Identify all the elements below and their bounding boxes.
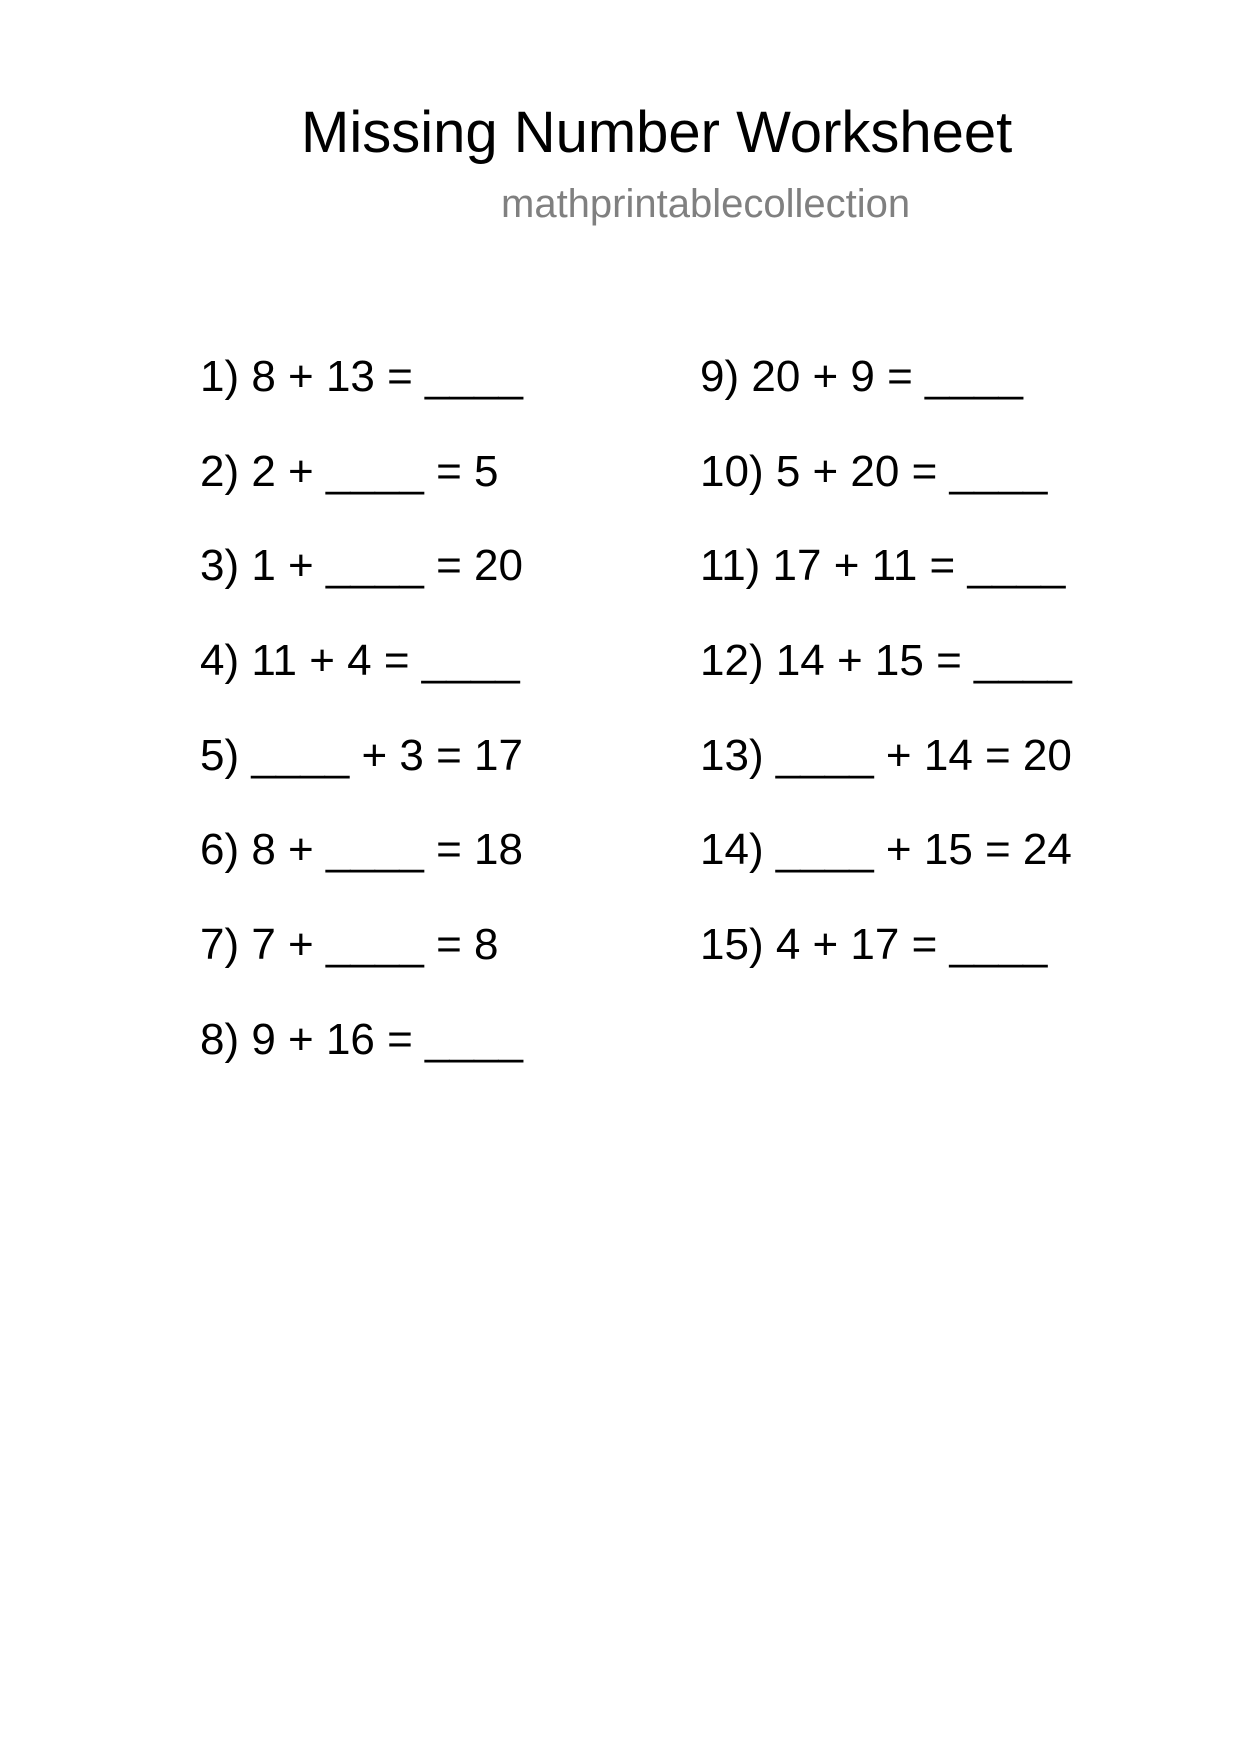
problem-7: 7) 7 + ____ = 8 <box>200 920 499 970</box>
problems-right-column <box>700 352 1072 1015</box>
problem-9: 9) 20 + 9 = ____ <box>700 352 1023 401</box>
problem-4: 4) 11 + 4 = ____ <box>200 636 520 686</box>
problems-left-column <box>200 352 523 1110</box>
problem-11: 11) 17 + 11 = ____ <box>700 541 1066 591</box>
problem-10: 10) 5 + 20 = ____ <box>700 446 1048 496</box>
problem-14: 14) ____ + 15 = 24 <box>700 825 1072 875</box>
problem-1: 1) 8 + 13 = ____ <box>200 352 523 401</box>
problem-8: 8) 9 + 16 = ____ <box>200 1014 523 1064</box>
problem-3: 3) 1 + ____ = 20 <box>200 541 523 591</box>
worksheet-subtitle: mathprintablecollection <box>501 182 911 226</box>
problem-6: 6) 8 + ____ = 18 <box>200 825 523 875</box>
problem-5: 5) ____ + 3 = 17 <box>200 730 523 780</box>
problem-12: 12) 14 + 15 = ____ <box>700 636 1072 686</box>
problem-15: 15) 4 + 17 = ____ <box>700 920 1048 970</box>
problem-13: 13) ____ + 14 = 20 <box>700 730 1072 780</box>
worksheet-title: Missing Number Worksheet <box>301 100 1013 165</box>
problem-2: 2) 2 + ____ = 5 <box>200 446 499 496</box>
